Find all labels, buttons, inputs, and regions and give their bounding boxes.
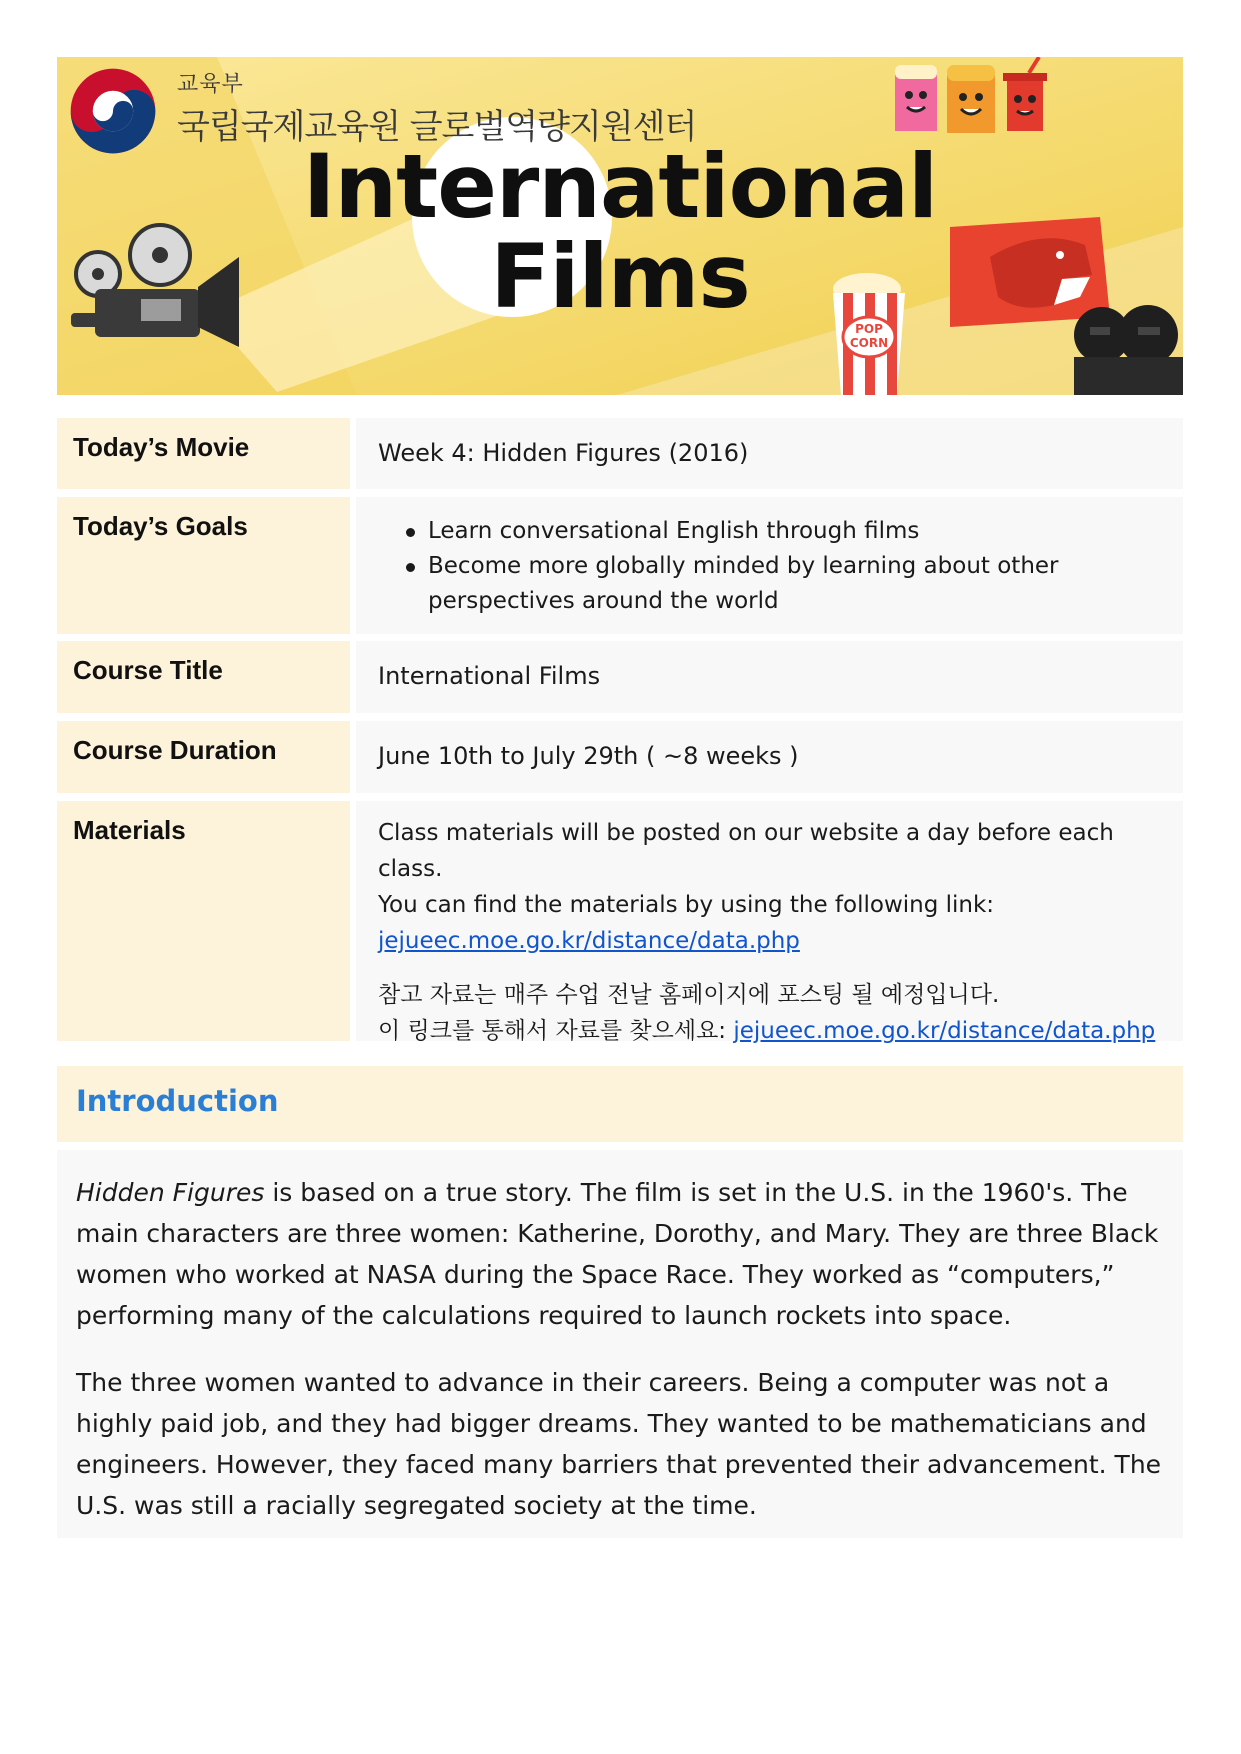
row-todays-movie [57, 418, 1183, 489]
popcorn-text-1: POP [855, 322, 883, 336]
course-duration-value: June 10th to July 29th ( ~8 weeks ) [356, 721, 1183, 793]
row-course-title [57, 641, 1183, 713]
header-banner [57, 57, 1183, 395]
intro-paragraph-1: Hidden Figures is based on a true story. The film is set in the U.S. in the 1960's. The main characters are three women: Katherine, Dorothy, and Mary. They are three Black women who worked at NASA during the Space Race. They worked as “computers,” performing many of the calculations required to launch rockets into space. [76, 1178, 1159, 1330]
materials-en-line1: Class materials will be posted on our website a day before each class. [378, 820, 1114, 882]
todays-movie-value: Week 4: Hidden Figures (2016) [356, 418, 1183, 489]
materials-link-ko[interactable]: jejueec.moe.go.kr/distance/data.php [733, 1018, 1156, 1044]
materials-link[interactable]: jejueec.moe.go.kr/distance/data.php [378, 928, 800, 954]
materials-ko-line1: 참고 자료는 매주 수업 전날 홈페이지에 포스팅 될 예정입니다. [378, 982, 1000, 1008]
row-course-duration [57, 721, 1183, 793]
institute-name: 국립국제교육원 글로벌역량지원센터 [177, 107, 697, 147]
film-projector-icon [63, 217, 243, 347]
materials-en-line2: You can find the materials by using the following link: [378, 892, 995, 918]
materials-ko-line2: 이 링크를 통해서 자료를 찾으세요: [378, 1018, 734, 1044]
banner-title-line1: International [302, 135, 938, 238]
row-todays-goals [57, 497, 1183, 634]
introduction-heading: Introduction [57, 1066, 1183, 1142]
todays-goals-label: Today’s Goals [57, 497, 350, 634]
banner-title-line2: Films [490, 225, 750, 328]
ministry-name: 교육부 [177, 72, 244, 97]
course-title-label: Course Title [57, 641, 350, 713]
goal-item: Learn conversational English through films [406, 514, 1161, 549]
film-title: Hidden Figures [76, 1178, 265, 1207]
row-materials [57, 801, 1183, 1044]
goal-item: Become more globally minded by learning about other perspectives around the world [406, 549, 1088, 619]
popcorn-box-icon [827, 267, 927, 395]
snack-characters-icon [885, 57, 1065, 139]
materials-label: Materials [57, 801, 350, 1041]
goals-list [378, 514, 1161, 619]
todays-goals-list-container [356, 497, 1183, 634]
popcorn-text-2: CORN [849, 336, 889, 350]
course-title-value: International Films [356, 641, 1183, 713]
materials-value [356, 801, 1183, 1044]
todays-movie-label: Today’s Movie [57, 418, 350, 489]
course-duration-label: Course Duration [57, 721, 350, 793]
introduction-body [57, 1150, 1183, 1538]
intro-paragraph-2: The three women wanted to advance in their careers. Being a computer was not a highly paid job, and they had bigger dreams. They wanted to be mathematicians and engineers. However, they faced many barriers that prevented their advancement. The U.S. was still a racially segregated society at the time. [76, 1368, 1162, 1520]
cinema-screen-icon [950, 217, 1183, 395]
